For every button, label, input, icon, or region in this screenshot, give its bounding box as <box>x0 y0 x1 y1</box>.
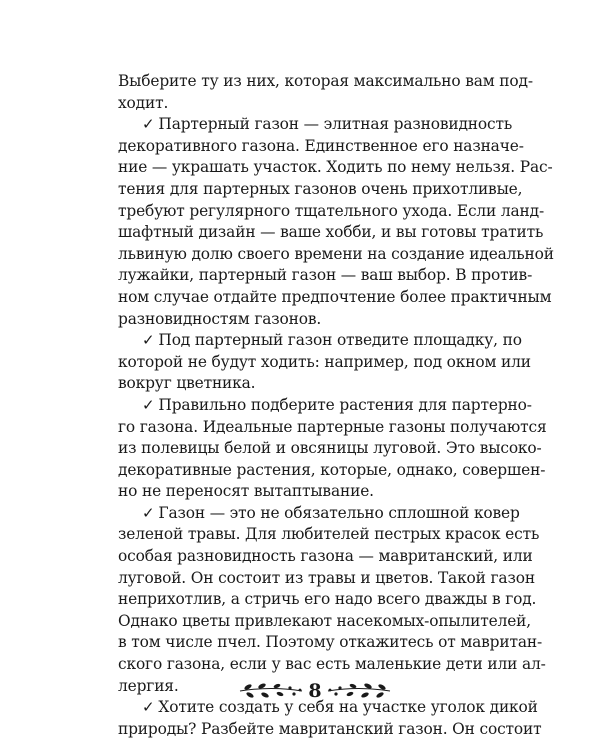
text-line-content: Хотите создать у себя на участке уголок дикой <box>158 698 538 717</box>
text-line-content: Партерный газон — элитная разновидность <box>158 115 513 134</box>
text-line-content: Газон — это не обязательно сплошной ковер <box>158 503 520 522</box>
text-line: которой не будут ходить: например, под окном или <box>118 352 531 371</box>
text-line: из полевицы белой и овсяницы луговой. Это высоко- <box>118 439 542 458</box>
text-line: шафтный дизайн — ваше хобби, и вы готовы тратить <box>118 223 544 242</box>
text-line: но не переносят вытаптывание. <box>118 482 374 501</box>
text-line: Однако цветы привлекают насекомых-опылителей, <box>118 611 532 630</box>
text-line: неприхотлив, а стричь его надо всего дважды в год. <box>118 590 537 609</box>
body-text <box>118 71 554 740</box>
text-line: декоративного газона. Единственное его назначе- <box>118 136 524 155</box>
page-footer <box>0 676 600 706</box>
text-line: Выберите ту из них, которая максимально вам под- <box>118 72 533 90</box>
leaf-ornament-icon <box>326 682 392 700</box>
page-number: 8 <box>308 680 322 702</box>
text-line: луговой. Он состоит из травы и цветов. Такой газон <box>118 568 535 587</box>
text-line: в том числе пчел. Поэтому откажитесь от мавритан- <box>118 633 543 652</box>
text-line-content: Под партерный газон отведите площадку, по <box>158 331 522 350</box>
text-line <box>118 330 522 352</box>
text-line: го газона. Идеальные партерные газоны получаются <box>118 417 547 436</box>
text-line: ние — украшать участок. Ходить по нему нельзя. Рас- <box>118 158 553 177</box>
text-line: декоративные растения, которые, однако, совершен- <box>118 460 546 479</box>
text-line: вокруг цветника. <box>118 374 256 393</box>
text-line: требуют регулярного тщательного ухода. Если ланд- <box>118 201 545 220</box>
text-line: ходит. <box>118 93 169 112</box>
text-line: тения для партерных газонов очень прихотливые, <box>118 179 523 198</box>
text-line: ном случае отдайте предпочтение более практичным <box>118 287 552 306</box>
text-line: львиную долю своего времени на создание идеальной <box>118 244 554 263</box>
text-line <box>118 503 520 525</box>
text-line <box>118 395 532 417</box>
text-line: лужайки, партерный газон — ваш выбор. В против- <box>118 266 533 285</box>
checkmark-icon: ✓ <box>142 395 155 414</box>
leaf-ornament-icon <box>238 682 304 700</box>
text-line <box>118 114 513 136</box>
text-line: природы? Разбейте мавританский газон. Он состоит <box>118 719 542 738</box>
text-line: лергия. <box>118 676 179 695</box>
checkmark-icon: ✓ <box>142 115 155 134</box>
checkmark-icon: ✓ <box>142 331 155 350</box>
text-line: ского газона, если у вас есть маленькие дети или ал- <box>118 655 546 674</box>
checkmark-icon: ✓ <box>142 503 155 522</box>
text-line: разновидностям газонов. <box>118 309 322 328</box>
text-line: особая разновидность газона — мавританский, или <box>118 547 533 566</box>
text-line: зеленой травы. Для любителей пестрых красок есть <box>118 525 540 544</box>
checkmark-icon: ✓ <box>142 698 155 717</box>
text-line-content: Правильно подберите растения для партерно- <box>158 395 532 414</box>
